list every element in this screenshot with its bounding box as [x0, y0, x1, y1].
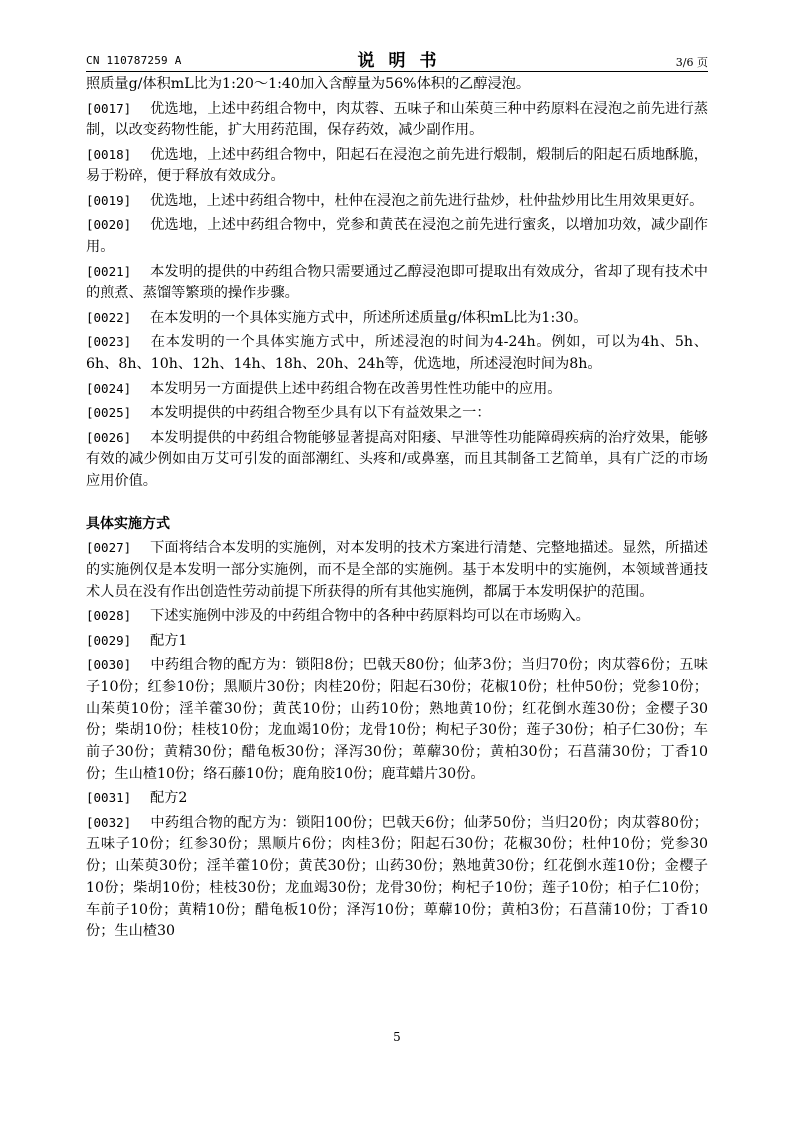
document-body — [86, 74, 708, 945]
paragraph-text: 优选地，上述中药组合物中，肉苁蓉、五味子和山茱萸三种中药原料在浸泡之前先进行蒸制，以改变药物性能，扩大用药范围，保存药效，减少副作用。 — [86, 100, 708, 139]
paragraph-text: 下述实施例中涉及的中药组合物中的各种中药原料均可以在市场购入。 — [150, 608, 590, 625]
paragraph-number: [0019] — [86, 192, 132, 208]
paragraph — [86, 144, 708, 188]
paragraph-text: 中药组合物的配方为：锁阳100份；巴戟天6份；仙茅50份；当归20份；肉苁蓉80份；五味子10份；红参30份；黑顺片6份；肉桂3份；阳起石30份；花椒30份；杜仲10份；党参30份；山茱萸30份；淫羊藿10份；黄芪30份；山药30份；熟地黄30份；红花倒水莲10份；金樱子10份；柴胡10份；桂枝30份；龙血竭30份；龙骨30份；枸杞子10份；莲子10份；柏子仁10份；车前子10份；黄精10份；醋龟板10份；泽泻10份；萆薢10份；黄柏3份；石菖蒲10份；丁香10份；生山楂30 — [86, 814, 708, 940]
paragraph — [86, 331, 708, 375]
paragraph-text: 本发明另一方面提供上述中药组合物在改善男性性功能中的应用。 — [150, 380, 562, 397]
paragraph-number: [0023] — [86, 334, 132, 350]
paragraph — [86, 378, 708, 401]
paragraph-text: 本发明提供的中药组合物能够显著提高对阳痿、早泄等性功能障碍疾病的治疗效果，能够有效的减少例如由万艾可引发的面部潮红、头疼和/或鼻塞，而且其制备工艺简单，具有广泛的市场应用价值。 — [86, 429, 708, 489]
paragraph-text: 优选地，上述中药组合物中，党参和黄芪在浸泡之前先进行蜜炙，以增加功效，减少副作用。 — [86, 217, 708, 256]
paragraphs-bottom — [86, 537, 708, 943]
paragraph — [86, 605, 708, 628]
paragraph-text: 本发明的提供的中药组合物只需要通过乙醇浸泡即可提取出有效成分，省却了现有技术中的煎煮、蒸馏等繁琐的操作步骤。 — [86, 263, 708, 302]
paragraphs-top — [86, 74, 708, 493]
paragraph-text: 照质量g/体积mL比为1:20～1:40加入含醇量为56%体积的乙醇浸泡。 — [86, 76, 531, 92]
page-number: 5 — [393, 1030, 401, 1044]
paragraph — [86, 630, 708, 653]
paragraph-number: [0030] — [86, 657, 132, 673]
paragraph-text: 优选地，上述中药组合物中，杜仲在浸泡之前先进行盐炒，杜仲盐炒用比生用效果更好。 — [150, 192, 704, 209]
page-indicator: 3/6 页 — [675, 56, 708, 69]
paragraph — [86, 427, 708, 493]
paragraph-text: 在本发明的一个具体实施方式中，所述浸泡的时间为4-24h。例如，可以为4h、5h、6h、8h、10h、12h、14h、18h、20h、24h等，优选地，所述浸泡时间为8h。 — [86, 334, 708, 373]
paragraph-number: [0025] — [86, 405, 132, 421]
paragraph — [86, 190, 708, 213]
paragraph — [86, 654, 708, 785]
page-header — [86, 46, 708, 72]
paragraph-text: 优选地，上述中药组合物中，阳起石在浸泡之前先进行煅制，煅制后的阳起石质地酥脆，易于粉碎，便于释放有效成分。 — [86, 146, 708, 185]
paragraph-number: [0018] — [86, 146, 132, 162]
paragraph — [86, 261, 708, 305]
paragraph-number: [0027] — [86, 540, 132, 556]
paragraph — [86, 74, 708, 96]
paragraph-text: 下面将结合本发明的实施例，对本发明的技术方案进行清楚、完整地描述。显然，所描述的实施例仅是本发明一部分实施例，而不是全部的实施例。基于本发明中的实施例，本领域普通技术人员在没有作出创造性劳动前提下所获得的所有其他实施例，都属于本发明保护的范围。 — [86, 540, 708, 600]
paragraph-text: 在本发明的一个具体实施方式中，所述所述质量g/体积mL比为1:30。 — [150, 309, 588, 326]
publication-number: CN 110787259 A — [86, 54, 182, 67]
paragraph — [86, 402, 708, 425]
paragraph-text: 中药组合物的配方为：锁阳8份；巴戟天80份；仙茅3份；当归70份；肉苁蓉6份；五味子10份；红参10份；黑顺片30份；肉桂20份；阳起石30份；花椒10份；杜仲50份；党参10份；山茱萸10份；淫羊藿30份；黄芪10份；山药10份；熟地黄10份；红花倒水莲30份；金樱子30份；柴胡10份；桂枝10份；龙血竭10份；龙骨10份；枸杞子30份；莲子30份；柏子仁30份；车前子30份；黄精30份；醋龟板30份；泽泻30份；萆薢30份；黄柏30份；石菖蒲30份；丁香10份；生山楂10份；络石藤10份；鹿角胶10份；鹿茸蜡片30份。 — [86, 657, 708, 782]
paragraph-number: [0032] — [86, 814, 132, 830]
paragraph-text: 配方1 — [150, 632, 188, 649]
paragraph — [86, 787, 708, 810]
paragraph-number: [0021] — [86, 263, 132, 279]
paragraph — [86, 214, 708, 258]
paragraph-number: [0020] — [86, 217, 132, 233]
section-heading: 具体实施方式 — [86, 515, 170, 532]
paragraph-number: [0026] — [86, 429, 132, 445]
paragraph-number: [0028] — [86, 608, 132, 624]
document-title: 说明书 — [357, 51, 451, 71]
paragraph — [86, 307, 708, 330]
paragraph-text: 配方2 — [150, 790, 188, 807]
header-rule — [86, 71, 708, 72]
paragraph — [86, 98, 708, 142]
paragraph-number: [0022] — [86, 309, 132, 325]
paragraph — [86, 812, 708, 943]
paragraph-text: 本发明提供的中药组合物至少具有以下有益效果之一： — [150, 405, 491, 422]
paragraph-number: [0017] — [86, 100, 132, 116]
paragraph-number: [0029] — [86, 632, 132, 648]
paragraph-number: [0024] — [86, 380, 132, 396]
paragraph — [86, 537, 708, 603]
paragraph-number: [0031] — [86, 790, 132, 806]
